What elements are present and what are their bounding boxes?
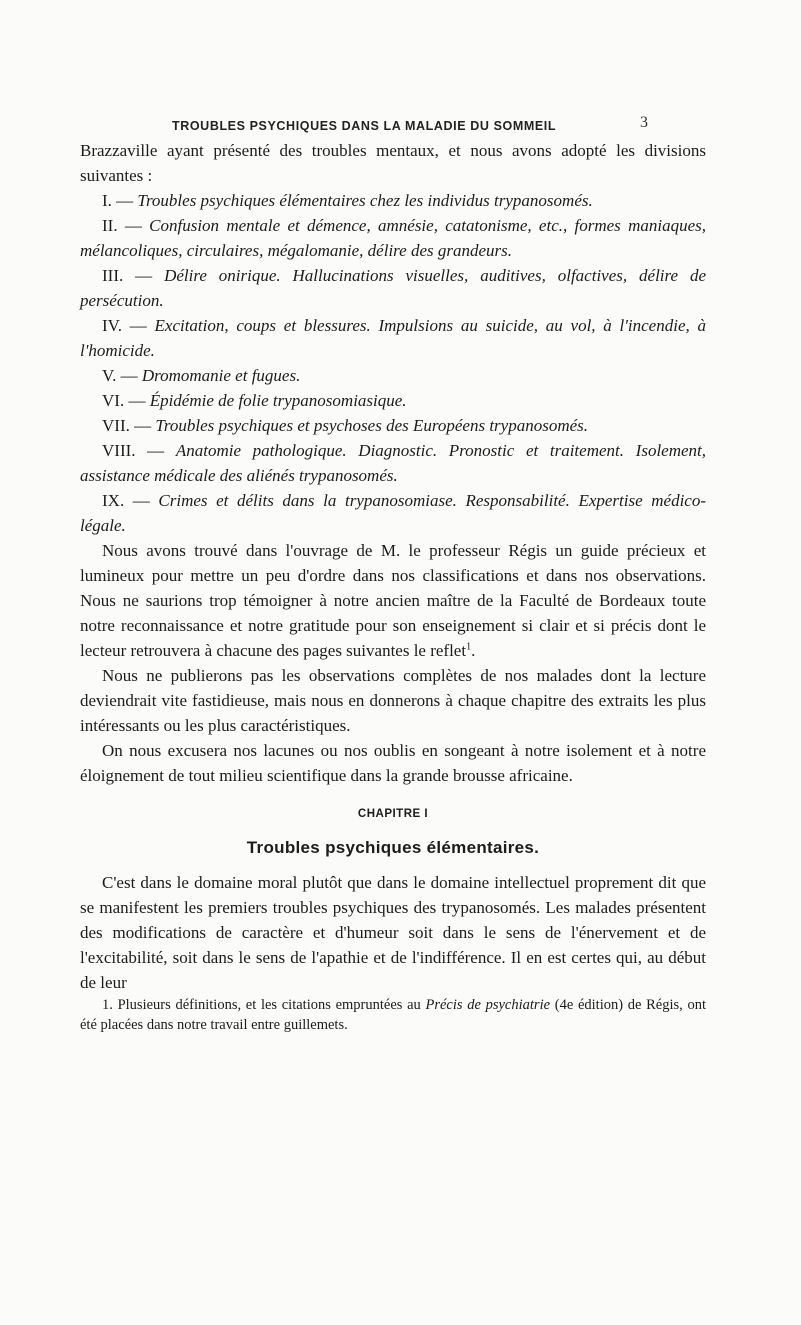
paragraph-guide: Nous avons trouvé dans l'ouvrage de M. le professeur Régis un guide précieux et lumineux pour mettre un peu d'ordre dans nos classifications et dans nos observations. Nous ne saurions trop témoigner à notre ancien maître de la Faculté de Bordeaux toute notre reconnaissance et notre gratitude pour son enseignement si clair et si précis dont le lecteur retrouvera à chacune des pages suivantes le reflet$^1$. — [80, 541, 706, 660]
footnote: 1. Plusieurs définitions, et les citations empruntées au Précis de psychiatrie (4e édition) de Régis, ont été placées dans notre travail entre guillemets. — [80, 997, 707, 1033]
chapter-title: Troubles psychiques élémentaires. — [246, 838, 540, 857]
division-item: V. — Dromomanie et fugues. — [102, 366, 301, 385]
division-item: IV. — Excitation, coups et blessures. Impulsions au suicide, au vol, à l'incendie, à l'homicide. — [80, 316, 707, 360]
division-item: VII. — Troubles psychiques et psychoses des Européens trypanosomés. — [102, 416, 589, 435]
footnote-reference[interactable]: 1 — [466, 641, 472, 653]
chapter-paragraph: C'est dans le domaine moral plutôt que dans le domaine intellectuel proprement dit que se manifestent les premiers troubles psychiques des trypanosomés. Les malades présentent des modifications de caractère et d'humeur soit dans le sens de l'énervement et de l'excitabilité, soit dans le sens de l'apathie et de l'indifférence. Il en est certes qui, au début de leur — [80, 873, 706, 992]
division-item: IX. — Crimes et délits dans la trypanosomiase. Responsabilité. Expertise médico-légale. — [80, 491, 706, 535]
division-item: III. — Délire onirique. Hallucinations visuelles, auditives, olfactives, délire de persécution. — [80, 266, 707, 310]
division-item: VI. — Épidémie de folie trypanosomiasique. — [102, 391, 407, 410]
paragraph-apology: On nous excusera nos lacunes ou nos oublis en songeant à notre isolement et à notre éloignement de tout milieu scientifique dans la grande brousse africaine. — [80, 741, 706, 785]
division-item: I. — Troubles psychiques élémentaires chez les individus trypanosomés. — [102, 191, 593, 210]
running-header: TROUBLES PSYCHIQUES DANS LA MALADIE DU SOMMEIL — [172, 119, 557, 133]
body-text — [80, 138, 706, 1035]
chapter-label: CHAPITRE I — [357, 808, 429, 820]
paragraph-observations: Nous ne publierons pas les observations complètes de nos malades dont la lecture deviendrait vite fastidieuse, mais nous en donnerons à chaque chapitre des extraits les plus intéressants ou les plus caractéristiques. — [80, 666, 706, 735]
division-list — [80, 188, 706, 538]
intro-paragraph: Brazzaville ayant présenté des troubles mentaux, et nous avons adopté les divisions suivantes : — [80, 141, 706, 185]
division-item: II. — Confusion mentale et démence, amnésie, catatonisme, etc., formes maniaques, mélancoliques, circulaires, mégalomanie, délire des grandeurs. — [80, 216, 706, 260]
division-item: VIII. — Anatomie pathologique. Diagnostic. Pronostic et traitement. Isolement, assistance médicale des aliénés trypanosomés. — [80, 441, 707, 485]
page-number: 3 — [640, 114, 648, 131]
